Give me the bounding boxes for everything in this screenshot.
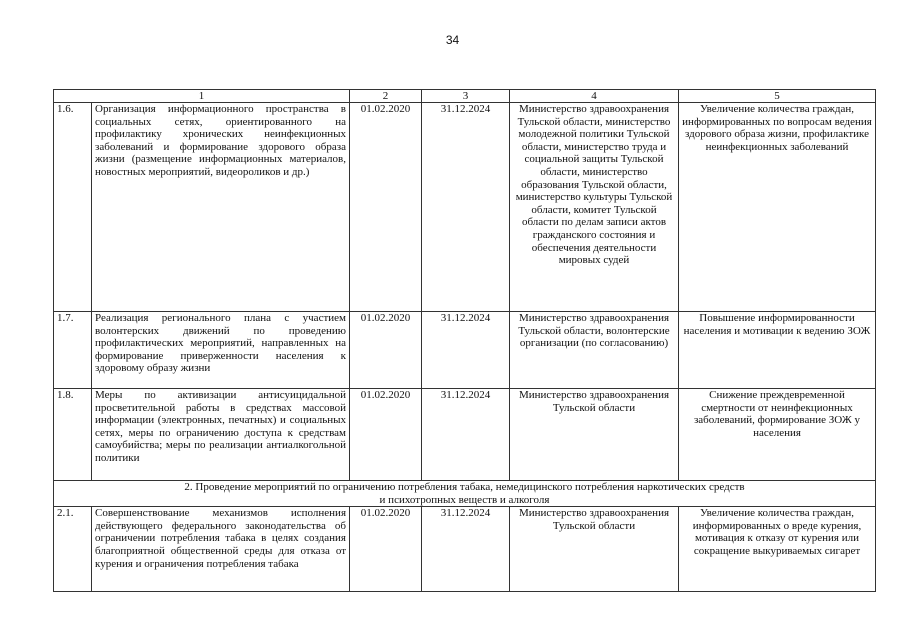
expected-result: Снижение преждевременной смертности от неинфекционных заболеваний, формирование ЗОЖ у населения	[679, 389, 876, 481]
end-date: 31.12.2024	[422, 103, 510, 312]
row-number: 1.7.	[54, 312, 92, 389]
executor: Министерство здравоохранения Тульской области	[510, 507, 679, 592]
executor: Министерство здравоохранения Тульской области	[510, 389, 679, 481]
expected-result: Увеличение количества граждан, информированных по вопросам ведения здорового образа жизни, профилактике неинфекционных заболеваний	[679, 103, 876, 312]
section-header-row	[54, 481, 876, 507]
activity-name: Реализация регионального плана с участием волонтерских движений по проведению профилактических мероприятий, направленных на формирование приверженности населения к здоровому образу жизни	[92, 312, 350, 389]
end-date: 31.12.2024	[422, 507, 510, 592]
expected-result: Увеличение количества граждан, информированных о вреде курения, мотивация к отказу от курения или сокращение выкуриваемых сигарет	[679, 507, 876, 592]
expected-result: Повышение информированности населения и мотивации к ведению ЗОЖ	[679, 312, 876, 389]
table-row	[54, 312, 876, 389]
table-header-row	[54, 90, 876, 103]
row-number: 1.6.	[54, 103, 92, 312]
row-number: 1.8.	[54, 389, 92, 481]
table-row	[54, 507, 876, 592]
header-col-2: 2	[350, 90, 422, 103]
row-number: 2.1.	[54, 507, 92, 592]
activity-name: Организация информационного пространства в социальных сетях, ориентированного на профилактику хронических неинфекционных заболеваний и формирование здорового образа жизни (размещение информационных материалов, новостных мероприятий, видеороликов и др.)	[92, 103, 350, 312]
table-row	[54, 389, 876, 481]
header-col-1: 1	[54, 90, 350, 103]
executor: Министерство здравоохранения Тульской области, министерство молодежной политики Тульской области, министерство труда и социальной защиты Тульской области, министерство образования Тульской области, министерство культуры Тульской области, комитет Тульской области по делам записи актов гражданского состояния и обеспечения деятельности мировых судей	[510, 103, 679, 312]
activity-name: Совершенствование механизмов исполнения действующего федерального законодательства об ограничении потребления табака в целях создания благоприятной общественной среды для отказа от курения и ограничения потребления табака	[92, 507, 350, 592]
section-2-title-line-2: и психотропных веществ и алкоголя	[379, 493, 550, 506]
section-2-title-line-1: 2. Проведение мероприятий по ограничению потребления табака, немедицинского потребления наркотических средств	[184, 481, 745, 493]
header-col-3: 3	[422, 90, 510, 103]
page-number: 34	[445, 33, 460, 47]
start-date: 01.02.2020	[350, 103, 422, 312]
end-date: 31.12.2024	[422, 389, 510, 481]
end-date: 31.12.2024	[422, 312, 510, 389]
start-date: 01.02.2020	[350, 389, 422, 481]
header-col-5: 5	[679, 90, 876, 103]
start-date: 01.02.2020	[350, 507, 422, 592]
activity-name: Меры по активизации антисуицидальной просветительной работы в средствах массовой информации (электронных, печатных) и социальных сетях, меры по ограничению доступа к средствам самоубийства; меры по реализации антиалкогольной политики	[92, 389, 350, 481]
executor: Министерство здравоохранения Тульской области, волонтерские организации (по согласованию)	[510, 312, 679, 389]
section-2-title	[54, 481, 876, 507]
activities-table	[53, 89, 876, 592]
table-row	[54, 103, 876, 312]
start-date: 01.02.2020	[350, 312, 422, 389]
header-col-4: 4	[510, 90, 679, 103]
